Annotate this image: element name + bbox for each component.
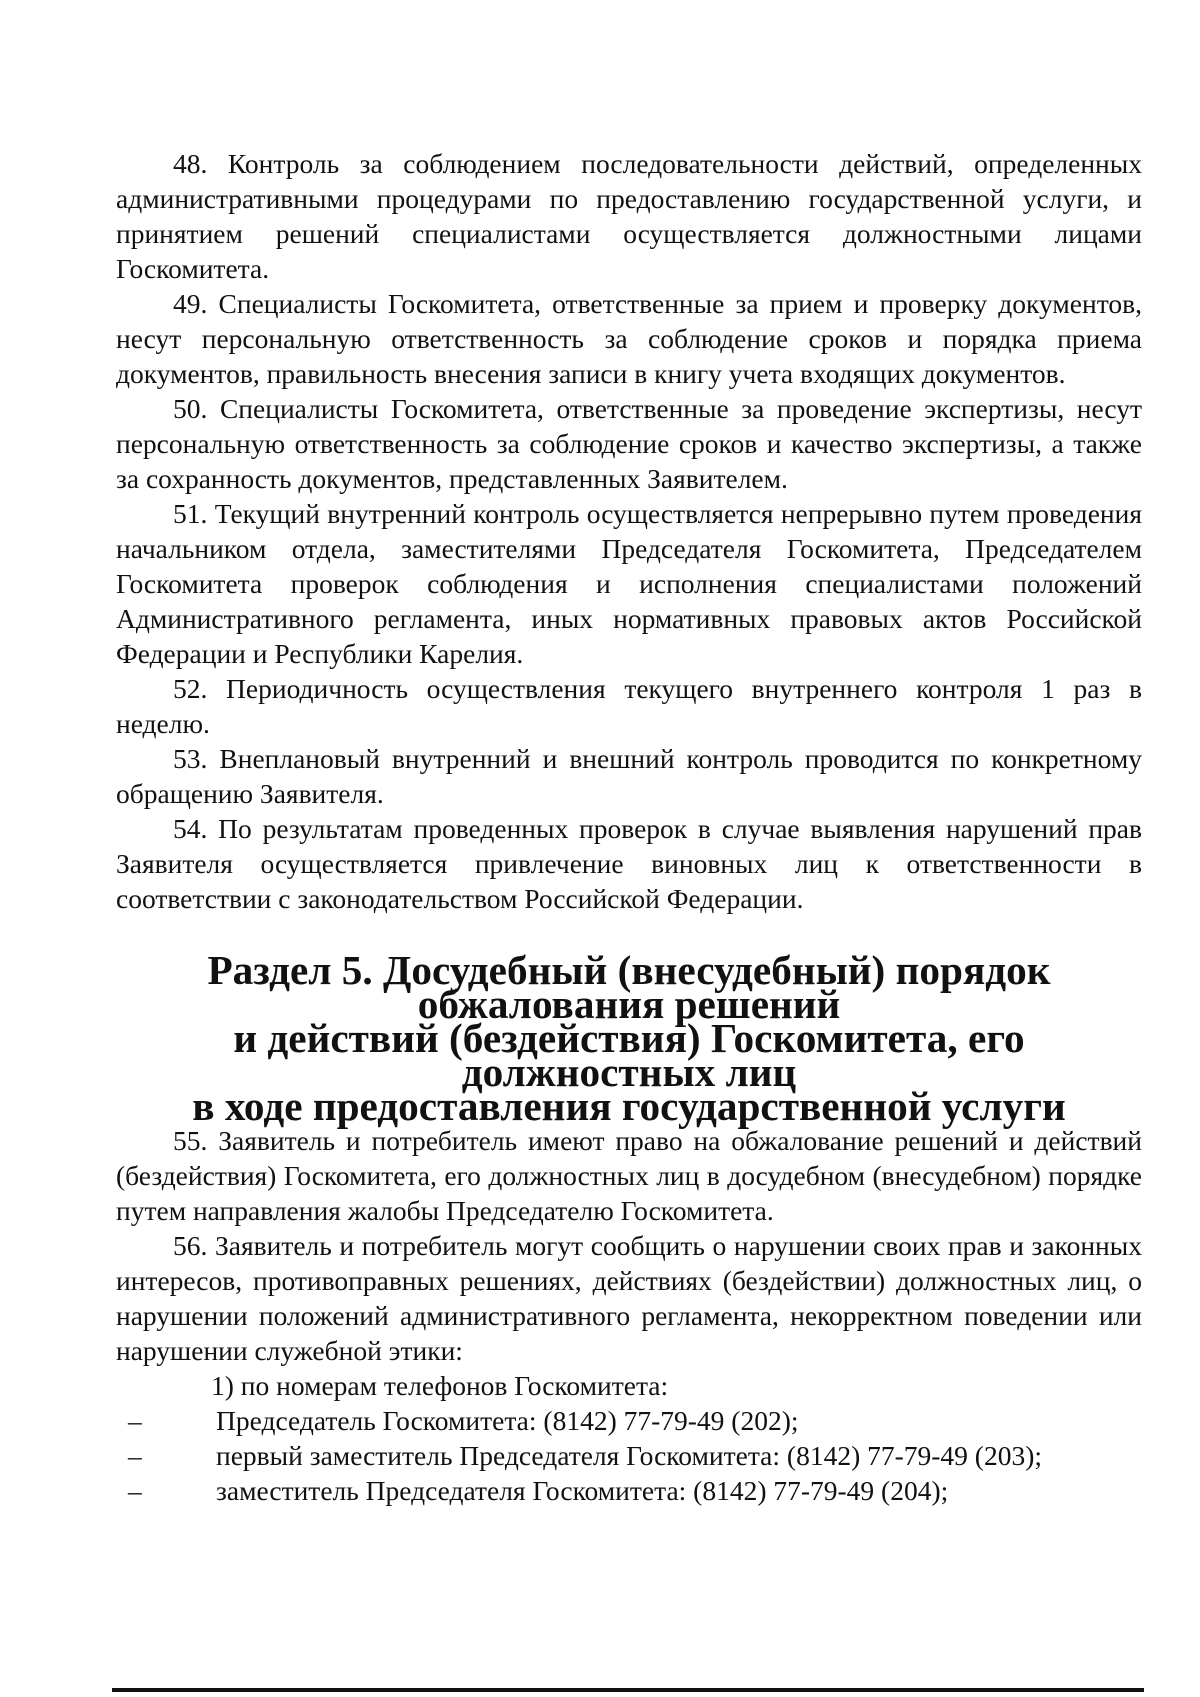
- numbered-item-phones: 1) по номерам телефонов Госкомитета:: [211, 1370, 669, 1401]
- section-heading-line: Раздел 5. Досудебный (внесудебный) порядок обжалования решений: [207, 947, 1051, 1027]
- section-heading-line: и действий (бездействия) Госкомитета, его должностных лиц: [233, 1015, 1025, 1095]
- list-item-text: заместитель Председателя Госкомитета: (8142) 77-79-49 (204);: [216, 1475, 949, 1506]
- list-item: [116, 1473, 1142, 1508]
- paragraph-50: 50. Специалисты Госкомитета, ответственные за проведение экспертизы, несут персональную ответственность за соблюдение сроков и качество экспертизы, а также за сохранность документов, представленных Заявителем.: [116, 393, 1142, 494]
- list-item-text: Председатель Госкомитета: (8142) 77-79-49 (202);: [216, 1405, 799, 1436]
- bottom-rule: [112, 1688, 1144, 1692]
- dash-bullet: –: [128, 1405, 142, 1436]
- paragraph-54: 54. По результатам проведенных проверок в случае выявления нарушений прав Заявителя осуществляется привлечение виновных лиц к ответственности в соответствии с законодательством Российской Федерации.: [116, 813, 1142, 914]
- paragraph-53: 53. Внеплановый внутренний и внешний контроль проводится по конкретному обращению Заявителя.: [116, 743, 1142, 809]
- paragraph-49: 49. Специалисты Госкомитета, ответственные за прием и проверку документов, несут персональную ответственность за соблюдение сроков и порядка приема документов, правильность внесения записи в книгу учета входящих документов.: [116, 288, 1142, 389]
- section-heading-line: в ходе предоставления государственной услуги: [192, 1083, 1066, 1129]
- paragraph-52: 52. Периодичность осуществления текущего внутреннего контроля 1 раз в неделю.: [116, 673, 1142, 739]
- list-item-text: первый заместитель Председателя Госкомитета: (8142) 77-79-49 (203);: [216, 1440, 1042, 1471]
- dash-bullet: –: [128, 1475, 142, 1506]
- paragraph-55: 55. Заявитель и потребитель имеют право на обжалование решений и действий (бездействия) Госкомитета, его должностных лиц в досудебном (внесудебном) порядке путем направления жалобы Председателю Госкомитета.: [116, 1125, 1142, 1226]
- document-page: [116, 146, 1142, 1508]
- paragraph-56: 56. Заявитель и потребитель могут сообщить о нарушении своих прав и законных интересов, противоправных решениях, действиях (бездействии) должностных лиц, о нарушении положений административного регламента, некорректном поведении или нарушении служебной этики:: [116, 1230, 1142, 1366]
- phone-list: [116, 1403, 1142, 1508]
- list-item: [116, 1403, 1142, 1438]
- paragraph-51: 51. Текущий внутренний контроль осуществляется непрерывно путем проведения начальником отдела, заместителями Председателя Госкомитета, Председателем Госкомитета проверок соблюдения и исполнения специалистами положений Административного регламента, иных нормативных правовых актов Российской Федерации и Республики Карелия.: [116, 498, 1142, 669]
- list-item: [116, 1438, 1142, 1473]
- section-5-heading: [116, 947, 1142, 1129]
- paragraph-48: 48. Контроль за соблюдением последовательности действий, определенных административными процедурами по предоставлению государственной услуги, и принятием решений специалистами осуществляется должностными лицами Госкомитета.: [116, 148, 1142, 284]
- dash-bullet: –: [128, 1440, 142, 1471]
